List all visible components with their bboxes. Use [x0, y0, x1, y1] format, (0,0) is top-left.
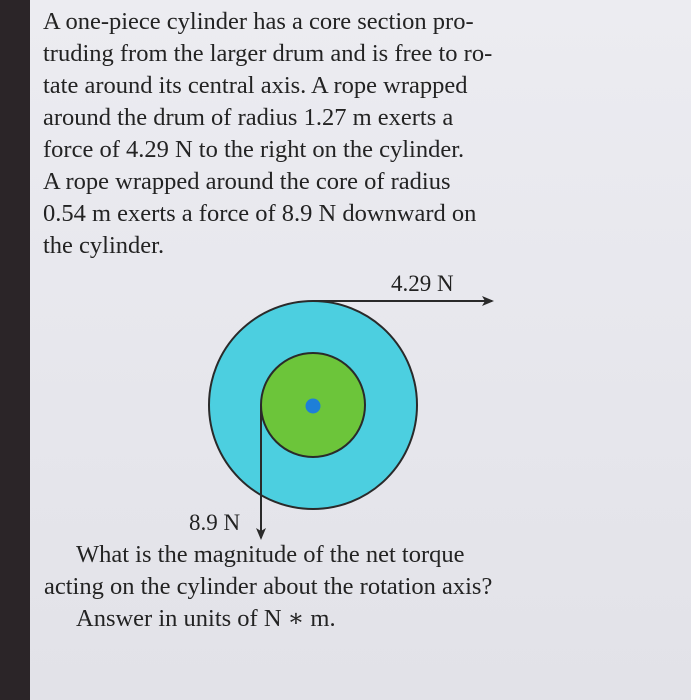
problem-line: tate around its central axis. A rope wrapped [43, 72, 468, 99]
question-line: acting on the cylinder about the rotation axis? [44, 573, 493, 600]
question-text [44, 539, 574, 635]
problem-line: truding from the larger drum and is free to ro- [43, 40, 493, 67]
force-down-label: 8.9 N [189, 510, 241, 535]
problem-line: the cylinder. [43, 232, 165, 259]
rotation-axis-dot [306, 399, 321, 414]
question-line: Answer in units of N ∗ m. [76, 605, 336, 632]
problem-line: 0.54 m exerts a force of 8.9 N downward on [43, 200, 477, 227]
question-line: What is the magnitude of the net torque [76, 541, 465, 568]
problem-line: around the drum of radius 1.27 m exerts a [43, 104, 454, 131]
problem-line: force of 4.29 N to the right on the cylinder. [43, 136, 465, 163]
problem-line: A one-piece cylinder has a core section pro- [43, 8, 474, 35]
force-right-label: 4.29 N [391, 271, 454, 296]
problem-line: A rope wrapped around the core of radius [43, 168, 451, 195]
